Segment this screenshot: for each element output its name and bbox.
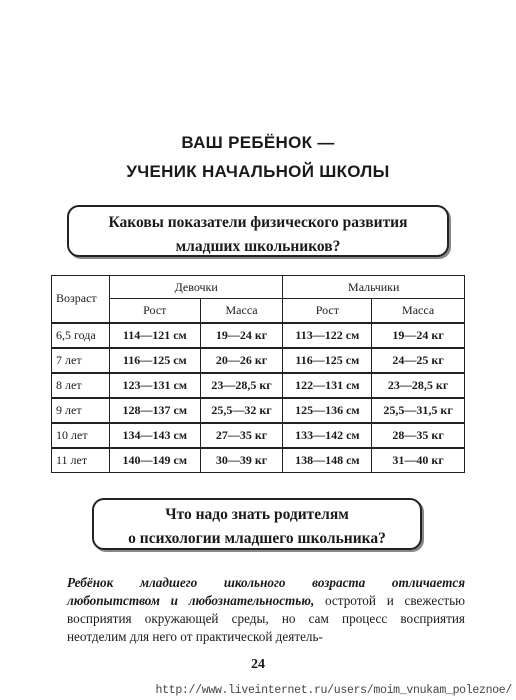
question-line-2: младших школьников? bbox=[175, 238, 341, 255]
boys-height-header: Рост bbox=[283, 299, 372, 323]
growth-table bbox=[51, 275, 465, 473]
boys-weight-cell: 25,5—31,5 кг bbox=[372, 398, 465, 423]
age-cell: 6,5 года bbox=[52, 323, 110, 348]
boys-weight-header: Масса bbox=[372, 299, 465, 323]
boys-weight-cell: 19—24 кг bbox=[372, 323, 465, 348]
body-paragraph bbox=[67, 574, 465, 646]
table-row bbox=[52, 373, 465, 398]
table-row bbox=[52, 398, 465, 423]
question-line-1: Что надо знать родителям bbox=[165, 506, 349, 523]
boys-weight-cell: 31—40 кг bbox=[372, 448, 465, 473]
girls-height-cell: 134—143 см bbox=[109, 423, 200, 448]
page-number: 24 bbox=[251, 657, 265, 672]
table-row bbox=[52, 448, 465, 473]
question-line-2: о психологии младшего школьника? bbox=[128, 530, 386, 547]
girls-weight-cell: 30—39 кг bbox=[200, 448, 283, 473]
girls-height-cell: 114—121 см bbox=[109, 323, 200, 348]
boys-height-cell: 133—142 см bbox=[283, 423, 372, 448]
boys-height-cell: 113—122 см bbox=[283, 323, 372, 348]
girls-header: Девочки bbox=[109, 276, 283, 299]
table-row bbox=[52, 348, 465, 373]
girls-height-cell: 123—131 см bbox=[109, 373, 200, 398]
question-box-physical-development bbox=[67, 205, 449, 257]
boys-weight-cell: 24—25 кг bbox=[372, 348, 465, 373]
boys-height-cell: 116—125 см bbox=[283, 348, 372, 373]
girls-weight-cell: 19—24 кг bbox=[200, 323, 283, 348]
girls-weight-header: Масса bbox=[200, 299, 283, 323]
heading-line-2: УЧЕНИК НАЧАЛЬНОЙ ШКОЛЫ bbox=[126, 162, 390, 181]
girls-weight-cell: 27—35 кг bbox=[200, 423, 283, 448]
age-cell: 7 лет bbox=[52, 348, 110, 373]
age-cell: 11 лет bbox=[52, 448, 110, 473]
girls-height-header: Рост bbox=[109, 299, 200, 323]
girls-height-cell: 116—125 см bbox=[109, 348, 200, 373]
girls-weight-cell: 25,5—32 кг bbox=[200, 398, 283, 423]
girls-weight-cell: 20—26 кг bbox=[200, 348, 283, 373]
age-cell: 8 лет bbox=[52, 373, 110, 398]
question-box-psychology bbox=[92, 498, 422, 550]
source-watermark: http://www.liveinternet.ru/users/moim_vnukam_poleznoe/ bbox=[155, 684, 512, 697]
heading-line-1: ВАШ РЕБЁНОК — bbox=[181, 133, 335, 152]
boys-height-cell: 125—136 см bbox=[283, 398, 372, 423]
paragraph-text: остротой и свежестью восприятия окружающей среды, но сам процесс восприятия неотделим для него от практической деятель- bbox=[67, 593, 465, 644]
girls-height-cell: 140—149 см bbox=[109, 448, 200, 473]
question-line-1: Каковы показатели физического развития bbox=[108, 214, 408, 231]
boys-header: Мальчики bbox=[283, 276, 465, 299]
boys-height-cell: 122—131 см bbox=[283, 373, 372, 398]
boys-weight-cell: 23—28,5 кг bbox=[372, 373, 465, 398]
age-cell: 10 лет bbox=[52, 423, 110, 448]
age-cell: 9 лет bbox=[52, 398, 110, 423]
boys-weight-cell: 28—35 кг bbox=[372, 423, 465, 448]
emphasized-text: Ребёнок младшего школьного возраста отличается любопытством и любознательностью, bbox=[67, 575, 465, 608]
table-row bbox=[52, 323, 465, 348]
girls-weight-cell: 23—28,5 кг bbox=[200, 373, 283, 398]
boys-height-cell: 138—148 см bbox=[283, 448, 372, 473]
age-column-header: Возраст bbox=[52, 276, 110, 323]
girls-height-cell: 128—137 см bbox=[109, 398, 200, 423]
table-row bbox=[52, 423, 465, 448]
